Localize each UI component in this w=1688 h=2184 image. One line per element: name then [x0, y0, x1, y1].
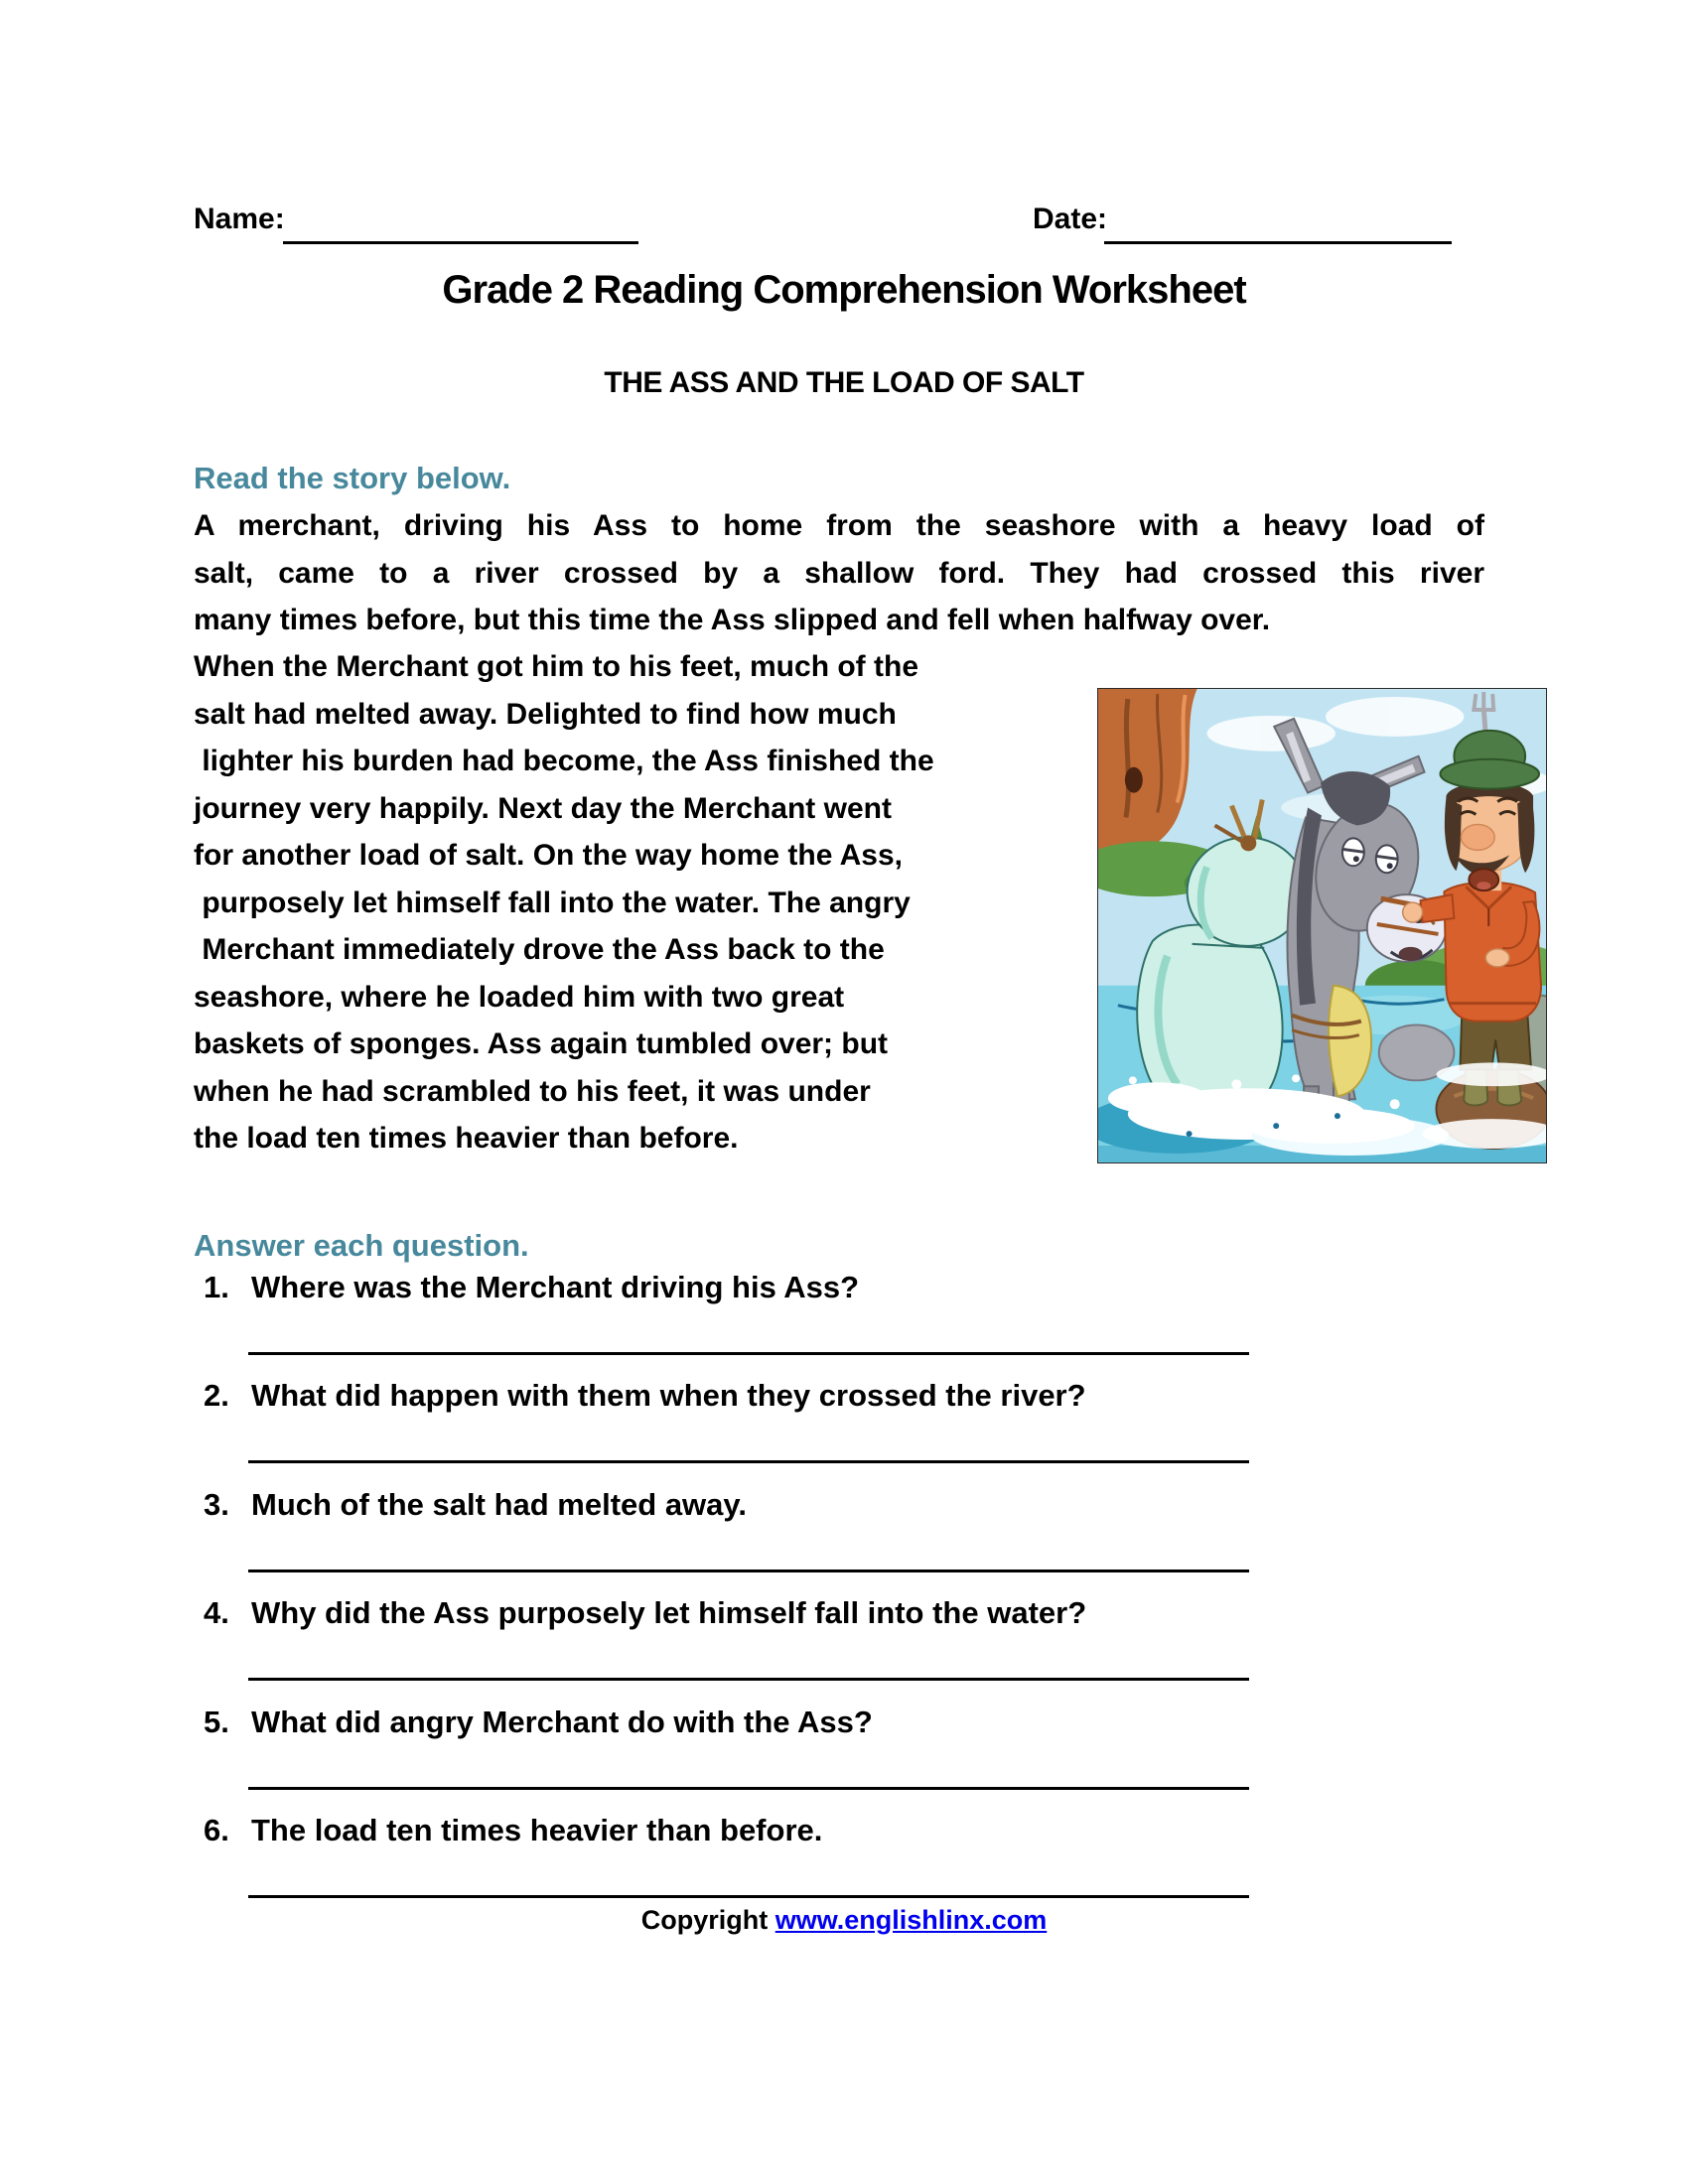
question-number: 3. — [204, 1487, 229, 1522]
answer-line-6[interactable] — [248, 1895, 1249, 1898]
story-title: THE ASS AND THE LOAD OF SALT — [604, 366, 1084, 399]
story-line: baskets of sponges. Ass again tumbled over; but — [194, 1027, 889, 1060]
story-line: When the Merchant got him to his feet, much of the — [194, 650, 919, 683]
date-label: Date: — [1033, 203, 1108, 235]
story-line: the load ten times heavier than before. — [194, 1122, 739, 1155]
story-line: many times before, but this time the Ass slipped and fell when halfway over. — [194, 604, 1271, 636]
answer-line-3[interactable] — [248, 1570, 1249, 1572]
story-wrapped-paragraph — [194, 643, 1057, 1162]
question-text: The load ten times heavier than before. — [251, 1813, 823, 1847]
question-number: 5. — [204, 1705, 229, 1739]
question-number: 1. — [204, 1270, 229, 1304]
copyright-label: Copyright — [640, 1905, 775, 1935]
question-text: Much of the salt had melted away. — [251, 1487, 747, 1522]
answer-line-5[interactable] — [248, 1787, 1249, 1790]
question-row-4 — [194, 1593, 1494, 1702]
answer-line-4[interactable] — [248, 1678, 1249, 1681]
story-illustration — [1097, 688, 1547, 1163]
name-label: Name: — [194, 203, 285, 235]
story-line: A merchant, driving his Ass to home from the seashore with a heavy load of — [194, 509, 1484, 542]
story-line: when he had scrambled to his feet, it was under — [194, 1074, 871, 1108]
questions-list — [194, 1268, 1494, 1943]
story-line: lighter his burden had become, the Ass finished the — [194, 745, 934, 777]
question-text: What did angry Merchant do with the Ass? — [251, 1705, 873, 1739]
question-row-5 — [194, 1703, 1494, 1811]
story-line: salt, came to a river crossed by a shallow ford. They had crossed this river — [194, 556, 1484, 590]
donkey-merchant-illustration — [1098, 689, 1546, 1162]
story-intro-paragraph — [194, 502, 1484, 644]
story-line: Merchant immediately drove the Ass back to the — [194, 933, 885, 966]
story-line: journey very happily. Next day the Merchant went — [194, 791, 892, 825]
question-text: What did happen with them when they crossed the river? — [251, 1378, 1086, 1413]
story-line: for another load of salt. On the way home the Ass, — [194, 839, 903, 872]
story-line: salt had melted away. Delighted to find how much — [194, 697, 897, 731]
answer-line-2[interactable] — [248, 1460, 1249, 1463]
story-line: seashore, where he loaded him with two great — [194, 980, 845, 1014]
answer-questions-heading: Answer each question. — [194, 1228, 529, 1263]
question-row-3 — [194, 1485, 1494, 1593]
question-number: 2. — [204, 1378, 229, 1413]
date-blank-line[interactable] — [1104, 241, 1452, 244]
page-title: Grade 2 Reading Comprehension Worksheet — [442, 268, 1246, 312]
footer — [0, 1904, 1688, 1936]
question-row-6 — [194, 1811, 1494, 1919]
question-number: 6. — [204, 1813, 229, 1847]
question-row-2 — [194, 1376, 1494, 1484]
question-text: Where was the Merchant driving his Ass? — [251, 1270, 860, 1304]
question-text: Why did the Ass purposely let himself fall into the water? — [251, 1595, 1087, 1630]
question-number: 4. — [204, 1595, 229, 1630]
question-row-1 — [194, 1268, 1494, 1376]
name-blank-line[interactable] — [283, 241, 638, 244]
englishlinx-link[interactable]: www.englishlinx.com — [774, 1905, 1048, 1935]
read-story-heading: Read the story below. — [194, 461, 511, 495]
answer-line-1[interactable] — [248, 1352, 1249, 1355]
story-line: purposely let himself fall into the water. The angry — [194, 886, 911, 919]
